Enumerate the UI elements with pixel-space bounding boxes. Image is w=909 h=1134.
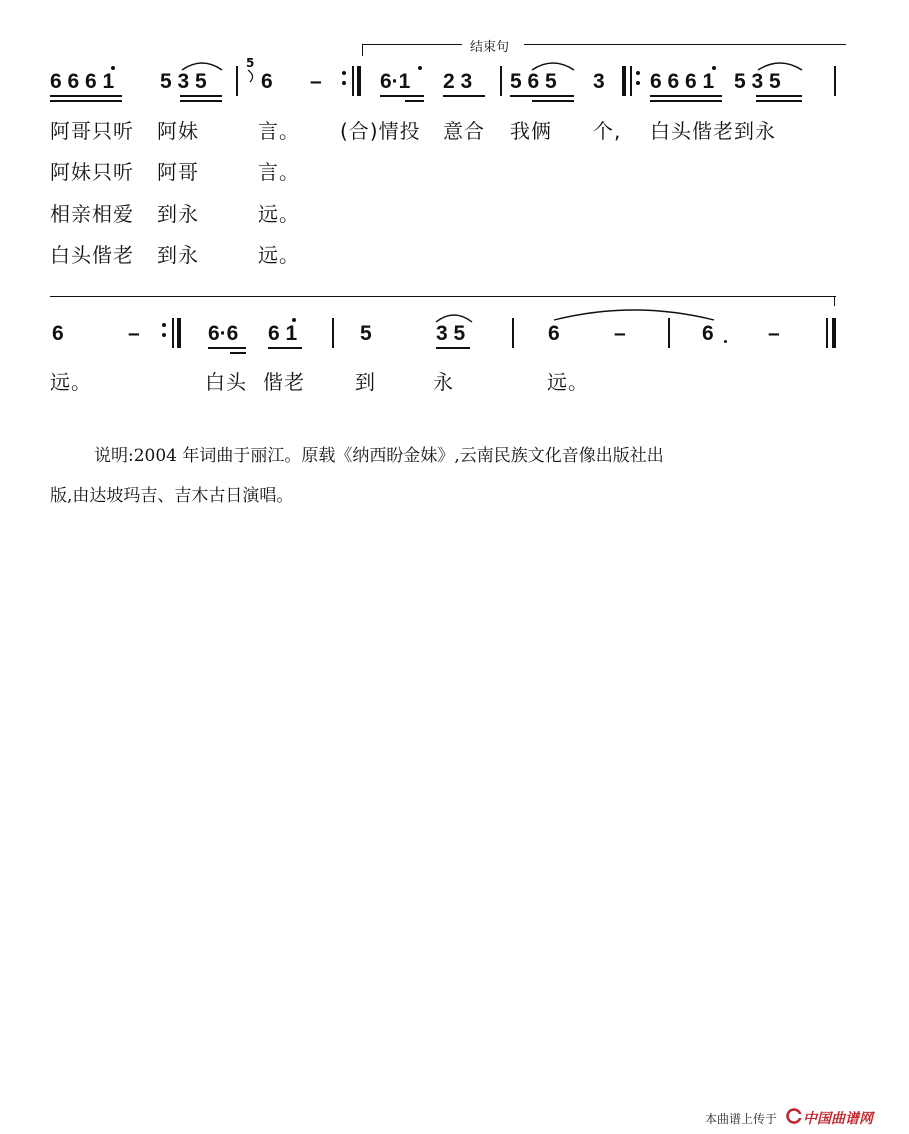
note-group: 3 5 [436, 322, 466, 345]
barline [834, 66, 836, 96]
slur [434, 310, 474, 324]
beam [50, 100, 122, 102]
barline [500, 66, 502, 96]
note-group: 6 6 6 1 [50, 70, 115, 93]
lyric: 永 [433, 370, 454, 394]
lyric: 偕老 [263, 370, 305, 394]
high-octave-dot [712, 66, 716, 70]
ending-bracket-line-left [362, 44, 462, 45]
dash: – [128, 322, 140, 345]
barline [332, 318, 334, 348]
lyric: 到 [355, 370, 376, 394]
lyric: (合)情投 [340, 119, 421, 143]
lyric: 个, [593, 119, 622, 143]
note: 3 [593, 70, 605, 93]
lyric: 阿妹只听 [50, 160, 134, 184]
beam [510, 95, 574, 97]
note-group: 5 3 5 [734, 70, 781, 93]
barline [236, 66, 238, 96]
ending-bracket-line-right [524, 44, 846, 45]
high-octave-dot [292, 318, 296, 322]
note-group: 6 6 6 1 [650, 70, 715, 93]
ending-label: 结束句 [470, 40, 510, 55]
beam [230, 352, 246, 354]
lyric: 意合 [443, 119, 485, 143]
beam [443, 95, 485, 97]
lyric: 白头偕老 [50, 243, 134, 267]
barline [668, 318, 670, 348]
lyric: 远。 [258, 243, 300, 267]
lyric: 我俩 [510, 119, 552, 143]
lyric: 阿哥 [157, 160, 199, 184]
lyric: 言。 [258, 119, 300, 143]
thick-barline [357, 66, 361, 96]
final-barline [832, 318, 836, 348]
beam [756, 100, 802, 102]
thick-barline [622, 66, 626, 96]
beam [180, 95, 222, 97]
beam [208, 347, 246, 349]
note-group: 6·1 [380, 70, 411, 93]
note: 6 [702, 322, 714, 345]
note-group: 5 3 5 [160, 70, 207, 93]
beam [180, 100, 222, 102]
note-group: 6 1 [268, 322, 298, 345]
barline [172, 318, 174, 348]
barline [630, 66, 632, 96]
note-group: 6·6 [208, 322, 239, 345]
barline [826, 318, 828, 348]
dash: – [310, 70, 322, 93]
upload-credit: 本曲谱上传于 [705, 1112, 778, 1126]
lyric: 白头 [205, 370, 247, 394]
slur [756, 58, 804, 72]
lyric: 言。 [258, 160, 300, 184]
note-group: 2 3 [443, 70, 473, 93]
barline [512, 318, 514, 348]
lyric: 阿哥只听 [50, 119, 134, 143]
lyric: 远。 [547, 370, 589, 394]
note: 6 [261, 70, 273, 93]
site-name[interactable]: 中国曲谱网 [803, 1111, 873, 1127]
repeat-dots [636, 71, 640, 85]
grace-note: 5 [246, 56, 255, 70]
ending-bracket-line [50, 296, 836, 297]
thick-barline [177, 318, 181, 348]
ending-bracket-tick [834, 296, 835, 306]
repeat-dots [162, 323, 166, 337]
slur [180, 58, 224, 72]
barline [352, 66, 354, 96]
beam [268, 347, 302, 349]
high-octave-dot [418, 66, 422, 70]
grace-slur [246, 68, 258, 84]
explanation-line-2: 版,由达坡玛吉、吉木古日演唱。 [50, 486, 294, 506]
lyric: 到永 [157, 202, 199, 226]
beam [650, 100, 722, 102]
note: 6 [548, 322, 560, 345]
beam [405, 100, 424, 102]
slur [530, 58, 576, 72]
site-logo-icon [786, 1108, 802, 1124]
beam [380, 95, 424, 97]
beam [756, 95, 802, 97]
note: 6 [52, 322, 64, 345]
dash: – [768, 322, 780, 345]
lyric: 阿妹 [157, 119, 199, 143]
tie [552, 304, 716, 322]
explanation-line-1: 说明:2004 年词曲于丽江。原载《纳西盼金妹》,云南民族文化音像出版社出 [94, 446, 664, 466]
beam [436, 347, 470, 349]
beam [650, 95, 722, 97]
augmentation-dot [724, 340, 727, 343]
beam [532, 100, 574, 102]
ending-bracket-tick [362, 44, 363, 56]
lyric: 相亲相爱 [50, 202, 134, 226]
lyric: 远。 [50, 370, 92, 394]
lyric: 远。 [258, 202, 300, 226]
note-group: 5 6 5 [510, 70, 557, 93]
dash: – [614, 322, 626, 345]
high-octave-dot [111, 66, 115, 70]
repeat-dots [342, 71, 346, 85]
note: 5 [360, 322, 372, 345]
beam [50, 95, 122, 97]
lyric: 白头偕老到永 [650, 119, 776, 143]
lyric: 到永 [157, 243, 199, 267]
